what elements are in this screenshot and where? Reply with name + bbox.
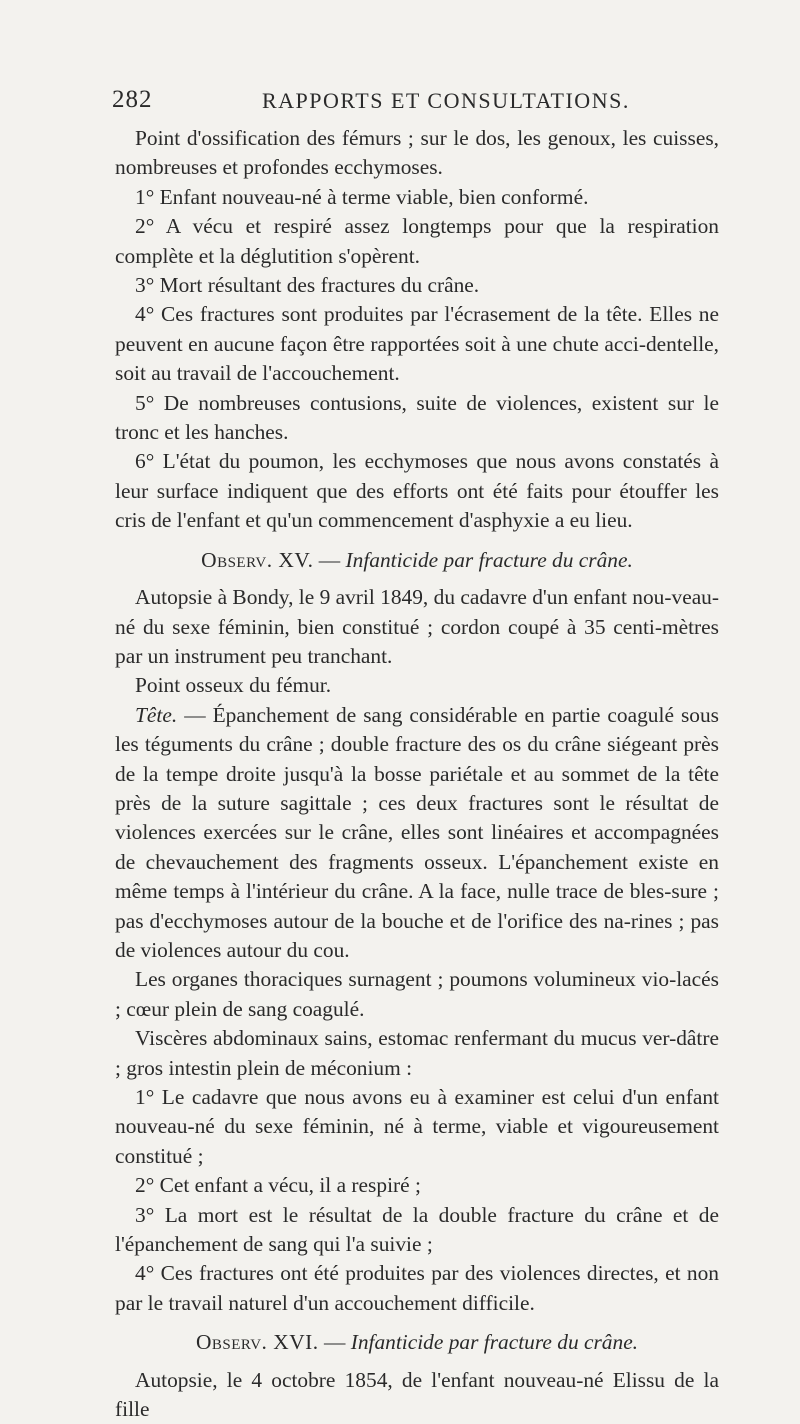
paragraph: Point osseux du fémur. xyxy=(135,673,332,698)
observation-dash: — xyxy=(313,547,346,572)
paragraph: 2° Cet enfant a vécu, il a respiré ; xyxy=(135,1173,421,1198)
tete-label: Tête. xyxy=(135,702,178,727)
paragraph: 3° Mort résultant des fractures du crâne. xyxy=(135,273,480,298)
paragraph-last: Autopsie, le 4 octobre 1854, de l'enfant nouveau-né Elissu de la fille xyxy=(115,1367,719,1422)
paragraph: 6° L'état du poumon, les ecchymoses que nous avons constatés à leur surface indiquent que des efforts ont été faits pour étouffer les cris de l'enfant et qu'un commencement d'asphyxie a eu lieu. xyxy=(115,449,719,533)
paragraph: Les organes thoraciques surnagent ; poumons volumineux vio-lacés ; cœur plein de sang coagulé. xyxy=(115,967,719,1021)
tete-text: — Épanchement de sang considérable en partie coagulé sous les téguments du crâne ; double fracture des os du crâne siégeant près de la tempe droite jusqu'à la bosse pariétale et au sommet de la tête près de la suture sagittale ; ces deux fractures sont le résultat de violences exercées sur le crâne, elles sont linéaires et accompagnées de chevauchement des fragments osseux. L'épanchement existe en même temps à l'intérieur du crâne. A la face, nulle trace de bles-sure ; pas d'ecchymoses autour de la bouche et de l'orifice des na-rines ; pas de violences autour du cou. xyxy=(115,702,719,962)
paragraph: 2° A vécu et respiré assez longtemps pour que la respiration complète et la déglutition s'opèrent. xyxy=(115,214,719,268)
observation-heading xyxy=(115,546,719,575)
observation-heading xyxy=(115,1328,719,1357)
page-header xyxy=(112,86,722,116)
observation-label: Observ. XV. xyxy=(201,547,314,572)
observation-title: Infanticide par fracture du crâne. xyxy=(345,547,633,572)
running-title: RAPPORTS ET CONSULTATIONS. xyxy=(262,88,630,113)
observation-dash: — xyxy=(318,1330,351,1355)
paragraph: 5° De nombreuses contusions, suite de violences, existent sur le tronc et les hanches. xyxy=(115,390,719,445)
paragraph: 4° Ces fractures sont produites par l'écrasement de la tête. Elles ne peuvent en aucune façon être rapportées soit à une chute acci-dentelle, soit au travail de l'accouchement. xyxy=(115,302,719,386)
paragraph: 1° Enfant nouveau-né à terme viable, bien conformé. xyxy=(135,184,589,209)
page-number: 282 xyxy=(112,86,153,113)
paragraph: 3° La mort est le résultat de la double fracture du crâne et de l'épanchement de sang qui l'a suivie ; xyxy=(115,1202,719,1257)
paragraph: Point d'ossification des fémurs ; sur le dos, les genoux, les cuisses, nombreuses et profondes ecchymoses. xyxy=(115,126,719,180)
paragraph: 1° Le cadavre que nous avons eu à examiner est celui d'un enfant nouveau-né du sexe féminin, né à terme, viable et vigoureusement constitué ; xyxy=(115,1085,719,1168)
paragraph: 4° Ces fractures ont été produites par des violences directes, et non par le travail naturel d'un accouchement difficile. xyxy=(115,1261,719,1315)
paragraph: Viscères abdominaux sains, estomac renfermant du mucus ver-dâtre ; gros intestin plein de méconium : xyxy=(115,1026,719,1080)
observation-title: Infanticide par fracture du crâne. xyxy=(350,1330,639,1355)
paragraph-tete xyxy=(115,701,719,966)
paragraph: Autopsie à Bondy, le 9 avril 1849, du cadavre d'un enfant nou-veau-né du sexe féminin, bien constitué ; cordon coupé à 35 centi-mètres par un instrument peu tranchant. xyxy=(115,585,720,668)
body-text xyxy=(115,124,719,1424)
observation-label: Observ. XVI. xyxy=(195,1330,319,1355)
